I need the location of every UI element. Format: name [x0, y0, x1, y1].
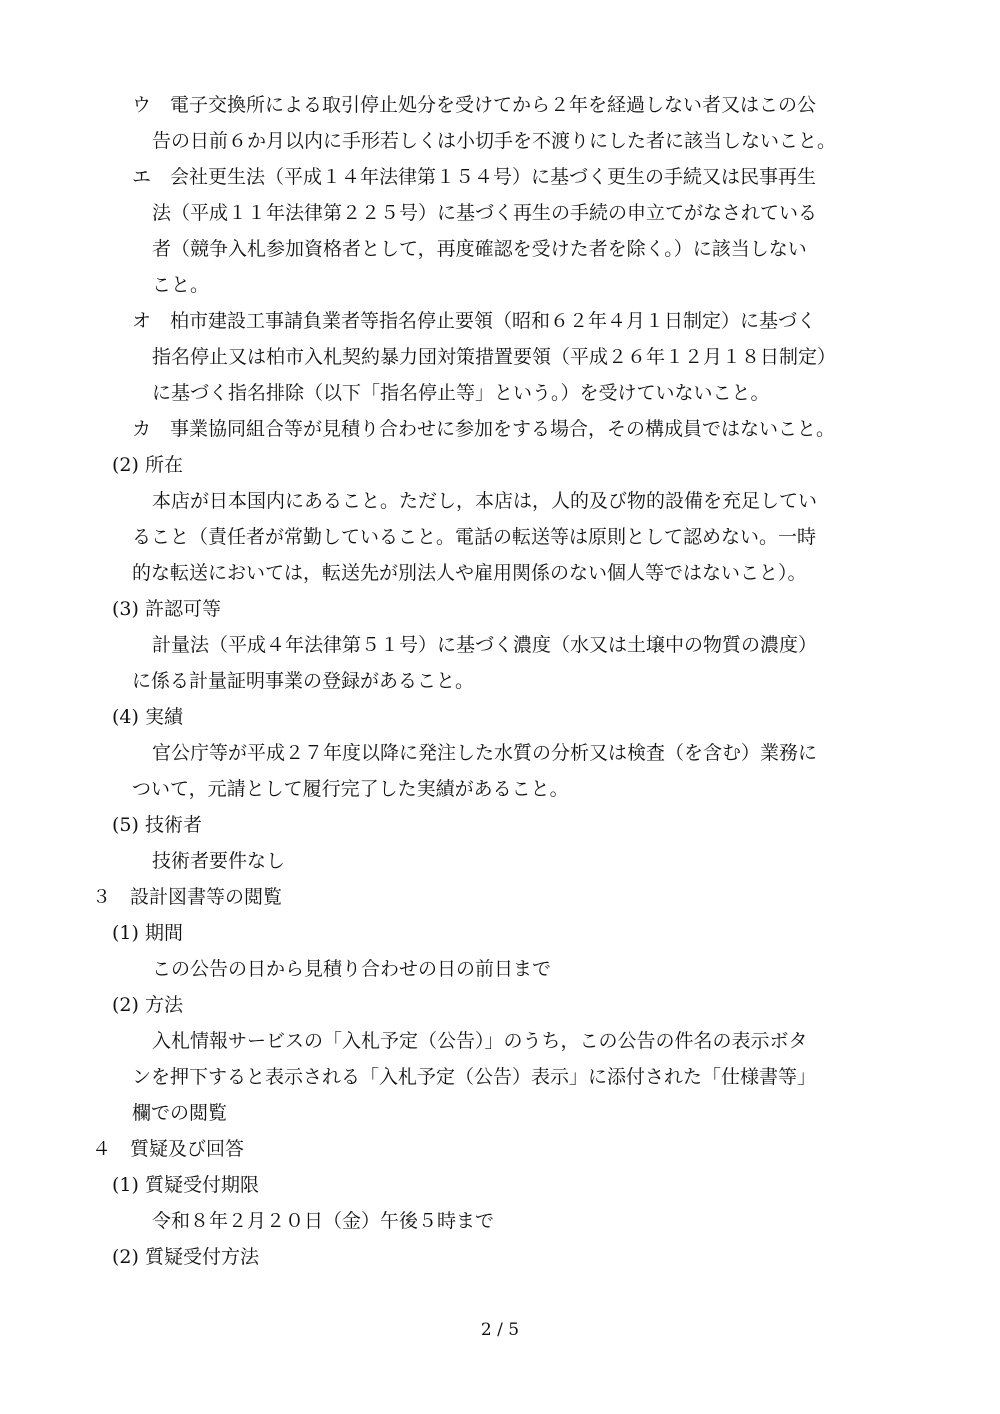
text-line: 欄での閲覧	[132, 1102, 228, 1124]
section-heading: (2) 質疑受付方法	[112, 1246, 259, 1268]
section-heading: (5) 技術者	[112, 814, 202, 836]
text-line: 指名停止又は柏市入札契約暴力団対策措置要領（平成２６年１２月１８日制定）	[152, 346, 837, 368]
text-line: こと。	[152, 274, 210, 296]
section-heading: (1) 期間	[112, 922, 183, 944]
page-number: 2 / 5	[480, 1320, 520, 1340]
text-line: 的な転送においては，転送先が別法人や雇用関係のない個人等ではないこと）。	[132, 562, 807, 584]
text-line: ついて，元請として履行完了した実績があること。	[132, 778, 569, 800]
text-line: 令和８年２月２０日（金）午後５時まで	[152, 1210, 495, 1232]
text-line: 官公庁等が平成２７年度以降に発注した水質の分析又は検査（を含む）業務に	[152, 742, 818, 764]
text-line: に基づく指名排除（以下「指名停止等」という。）を受けていないこと。	[152, 382, 770, 404]
text-line: オ 柏市建設工事請負業者等指名停止要領（昭和６２年４月１日制定）に基づく	[132, 310, 817, 332]
section-heading: (4) 実績	[112, 706, 183, 728]
text-line: この公告の日から見積り合わせの日の前日まで	[152, 958, 552, 980]
section-heading: (2) 所在	[112, 454, 183, 476]
text-line: 法（平成１１年法律第２２５号）に基づく再生の手続の申立てがなされている	[152, 202, 818, 224]
text-line: ウ 電子交換所による取引停止処分を受けてから２年を経過しない者又はこの公	[132, 94, 817, 116]
section-heading: (2) 方法	[112, 994, 183, 1016]
text-line: 技術者要件なし	[152, 850, 286, 872]
text-line: エ 会社更生法（平成１４年法律第１５４号）に基づく更生の手続又は民事再生	[132, 166, 817, 188]
section-heading: (3) 許認可等	[112, 598, 221, 620]
section-heading: (1) 質疑受付期限	[112, 1174, 259, 1196]
text-line: 者（競争入札参加資格者として，再度確認を受けた者を除く。）に該当しない	[152, 238, 807, 260]
chapter-heading: ３ 設計図書等の閲覧	[92, 886, 283, 908]
text-line: 本店が日本国内にあること。ただし，本店は，人的及び物的設備を充足してい	[152, 490, 818, 512]
text-line: カ 事業協同組合等が見積り合わせに参加をする場合，その構成員ではないこと。	[132, 418, 836, 440]
chapter-heading: ４ 質疑及び回答	[92, 1138, 245, 1160]
text-line: に係る計量証明事業の登録があること。	[132, 670, 475, 692]
text-line: 告の日前６か月以内に手形若しくは小切手を不渡りにした者に該当しないこと。	[152, 130, 837, 152]
text-line: ること（責任者が常勤していること。電話の転送等は原則として認めない。一時	[132, 526, 817, 548]
text-line: ンを押下すると表示される「入札予定（公告）表示」に添付された「仕様書等」	[132, 1066, 817, 1088]
text-line: 計量法（平成４年法律第５１号）に基づく濃度（水又は土壌中の物質の濃度）	[152, 634, 818, 656]
text-line: 入札情報サービスの「入札予定（公告）」のうち，この公告の件名の表示ボタ	[152, 1030, 808, 1052]
